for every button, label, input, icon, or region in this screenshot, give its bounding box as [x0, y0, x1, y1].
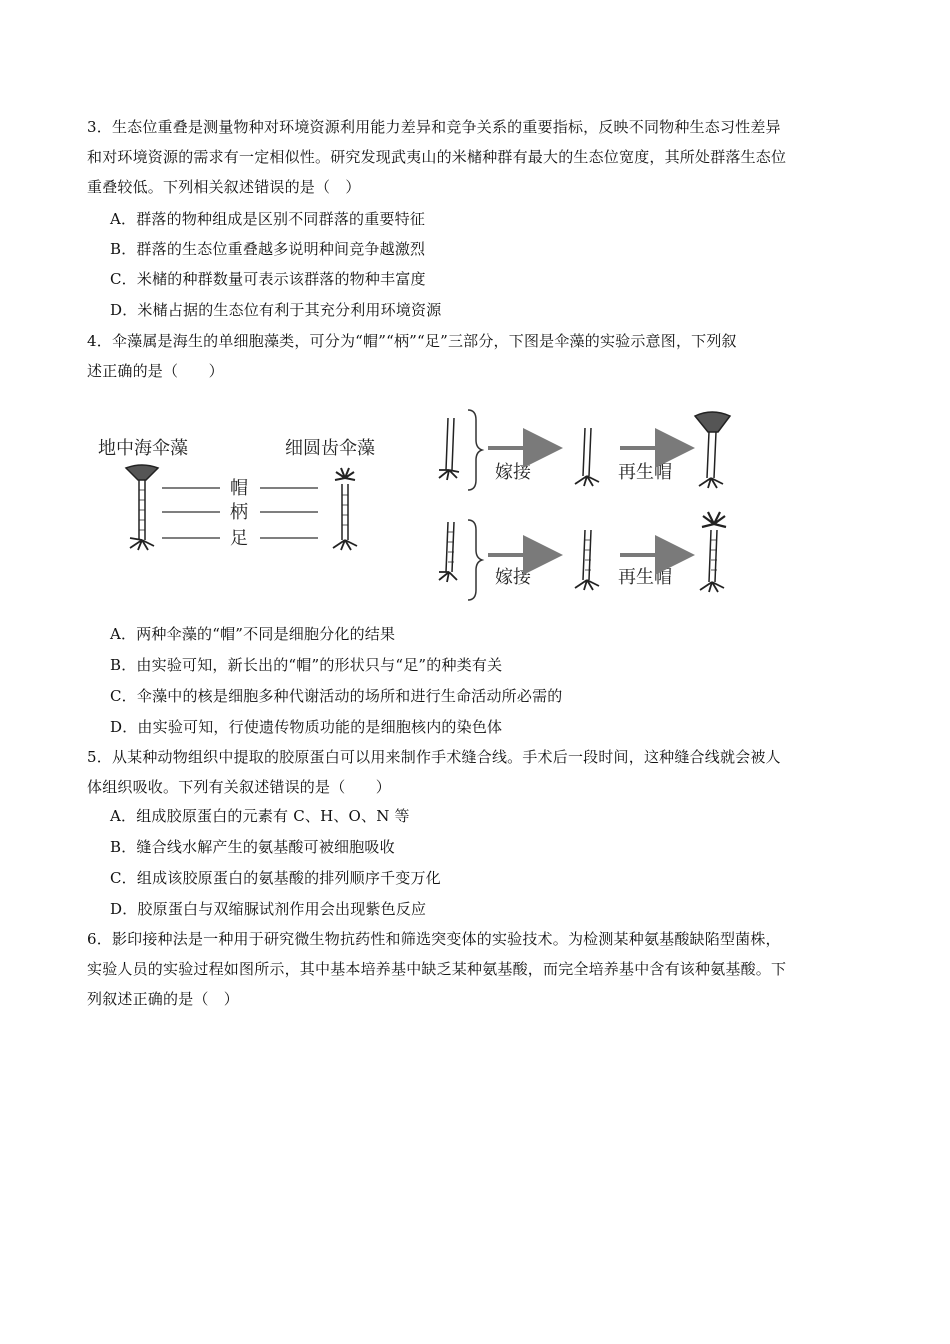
label-crenulata-acetabularia: 细圆齿伞藻: [285, 438, 375, 459]
top-row-grafted-icon: [575, 428, 599, 486]
label-graft-top: 嫁接: [495, 462, 531, 483]
question-5-line-1: 5．从某种动物组织中提取的胶原蛋白可以用来制作手术缝合线。手术后一段时间，这种缝合线就会被人: [87, 748, 781, 766]
question-5-option-b: B．缝合线水解产生的氨基酸可被细胞吸收: [110, 838, 395, 856]
bottom-row-graft-stalk-icon: [439, 522, 457, 582]
question-5-option-c: C．组成该胶原蛋白的氨基酸的排列顺序千变万化: [110, 869, 441, 887]
label-regrow-bottom: 再生帽: [618, 567, 672, 588]
bottom-row-grafted-icon: [575, 530, 599, 590]
question-3-line-1: 3．生态位重叠是测量物种对环境资源利用能力差异和竞争关系的重要指标，反映不同物种生态习性差异: [87, 118, 781, 136]
question-6-line-2: 实验人员的实验过程如图所示，其中基本培养基中缺乏某种氨基酸，而完全培养基中含有该种氨基酸。下: [87, 960, 787, 978]
question-4-option-a: A．两种伞藻的“帽”不同是细胞分化的结果: [110, 625, 396, 643]
question-6-line-1: 6．影印接种法是一种用于研究微生物抗药性和筛选突变体的实验技术。为检测某种氨基酸缺陷型菌株，: [87, 930, 781, 948]
label-stalk: 柄: [230, 502, 248, 523]
question-3-option-a: A．群落的物种组成是区别不同群落的重要特征: [110, 210, 426, 228]
question-4-line-2: 述正确的是（ ）: [87, 362, 224, 380]
question-3-option-d: D．米槠占据的生态位有利于其充分利用环境资源: [110, 301, 442, 319]
question-4-line-1: 4．伞藻属是海生的单细胞藻类，可分为“帽”“柄”“足”三部分，下图是伞藻的实验示意图，下列叙: [87, 332, 737, 350]
question-3-line-3: 重叠较低。下列相关叙述错误的是（ ）: [87, 178, 361, 196]
label-cap: 帽: [230, 478, 248, 499]
top-bracket: [468, 410, 482, 490]
acetabularia-figure: [90, 400, 780, 610]
question-6-line-3: 列叙述正确的是（ ）: [87, 990, 240, 1008]
label-foot: 足: [230, 528, 248, 549]
question-4-option-c: C．伞藻中的核是细胞多种代谢活动的场所和进行生命活动所必需的: [110, 687, 563, 705]
crenulata-alga-icon: [333, 468, 357, 550]
question-5-option-a: A．组成胶原蛋白的元素有 C、H、O、N 等: [110, 807, 410, 825]
question-4-option-d: D．由实验可知，行使遗传物质功能的是细胞核内的染色体: [110, 718, 503, 736]
top-row-graft-stalk-icon: [439, 418, 459, 480]
top-row-regrown-mediterranea-icon: [695, 412, 730, 488]
question-5-line-2: 体组织吸收。下列有关叙述错误的是（ ）: [87, 778, 392, 796]
question-5-option-d: D．胶原蛋白与双缩脲试剂作用会出现紫色反应: [110, 900, 427, 918]
acetabularia-diagram: [90, 400, 780, 610]
label-mediterranean-acetabularia: 地中海伞藻: [98, 438, 188, 459]
question-4-option-b: B．由实验可知，新长出的“帽”的形状只与“足”的种类有关: [110, 656, 503, 674]
label-regrow-top: 再生帽: [618, 462, 672, 483]
question-3-option-b: B．群落的生态位重叠越多说明种间竞争越激烈: [110, 240, 426, 258]
question-3-line-2: 和对环境资源的需求有一定相似性。研究发现武夷山的米槠种群有最大的生态位宽度，其所处群落生态位: [87, 148, 787, 166]
mediterranea-alga-icon: [126, 465, 158, 550]
question-3-option-c: C．米槠的种群数量可表示该群落的物种丰富度: [110, 270, 426, 288]
label-graft-bottom: 嫁接: [495, 567, 531, 588]
bottom-bracket: [468, 520, 482, 600]
bottom-row-regrown-crenulata-icon: [700, 512, 726, 592]
